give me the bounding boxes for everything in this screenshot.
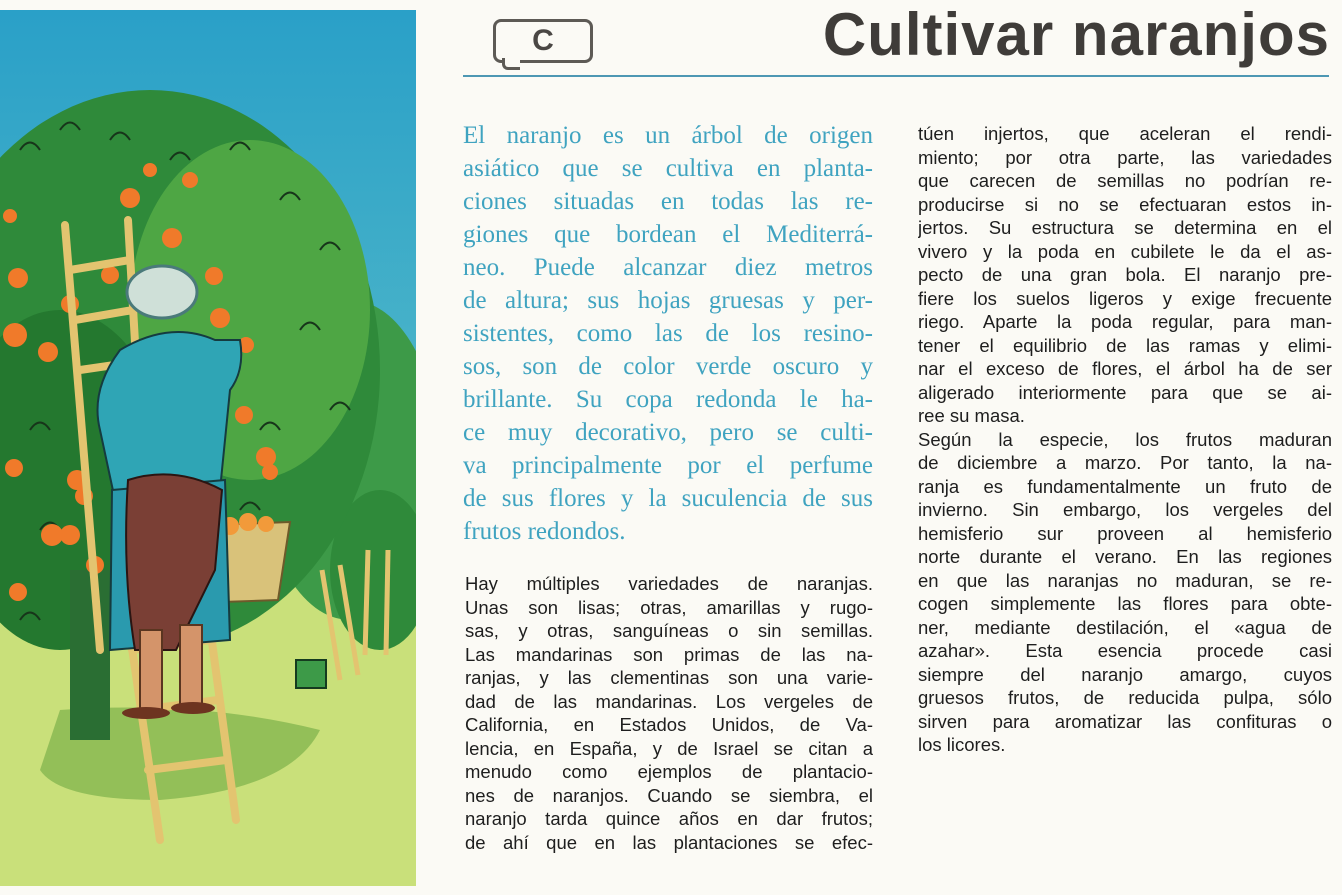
section-tab (493, 19, 593, 63)
text-line: cogen simplemente las flores para obte- (918, 593, 1332, 614)
text-line: ciones situadas en todas las re- (463, 188, 873, 215)
text-line: vivero y la poda en cubilete le da el as- (918, 240, 1332, 262)
text-line: brillante. Su copa redonda le ha- (463, 386, 873, 413)
orange-picker-illustration (0, 10, 416, 886)
text-line: hemisferio sur proveen al hemisferio (918, 522, 1332, 544)
text-line: menudo como ejemplos de plantacio- (465, 761, 873, 782)
text-line: invierno. Sin embargo, los vergeles del (918, 499, 1332, 520)
bucket (296, 660, 326, 688)
text-line: ree su masa. (918, 405, 1025, 426)
text-line: Hay múltiples variedades de naranjas. (465, 573, 873, 594)
text-line: de diciembre a marzo. Por tanto, la na- (918, 452, 1332, 473)
header-rule (463, 75, 1329, 77)
text-line: azahar». Esta esencia procede casi (918, 640, 1332, 661)
text-line: asiático que se cultiva en planta- (463, 155, 873, 182)
text-line: El naranjo es un árbol de origen (463, 122, 873, 149)
text-line: siempre del naranjo amargo, cuyos (918, 663, 1332, 685)
text-line: miento; por otra parte, las variedades (918, 146, 1332, 168)
text-line: aligerado interiormente para que se ai- (918, 381, 1332, 403)
text-line: sas, y otras, sanguíneas o sin semillas. (465, 620, 873, 641)
text-line: ner, mediante destilación, el «agua de (918, 616, 1332, 638)
text-line: que carecen de semillas no podrían re- (918, 170, 1332, 191)
text-line: de ahí que en las plantaciones se efec- (465, 831, 873, 853)
page-title: Cultivar naranjos (822, 1, 1330, 68)
picker-foot (122, 707, 170, 719)
text-line: lencia, en España, y de Israel se citan a (465, 737, 873, 759)
text-line: sos, son de color verde oscuro y (463, 353, 873, 380)
text-line: tener el equilibrio de las ramas y elimi- (918, 334, 1332, 356)
text-line: Unas son lisas; otras, amarillas y rugo- (465, 596, 873, 618)
text-line: norte durante el verano. En las regiones (918, 546, 1332, 567)
left-column-text (465, 572, 873, 854)
text-line: ranja es fundamentalmente un fruto de (918, 475, 1332, 497)
text-line: ranjas, y las clementinas son una varie- (465, 667, 873, 688)
text-line: túen injertos, que aceleran el rendi- (918, 123, 1332, 144)
text-line: dad de las mandarinas. Los vergeles de (465, 690, 873, 712)
text-line: en que las naranjas no maduran, se re- (918, 569, 1332, 591)
orange-grove-picture (0, 10, 416, 886)
text-line: pecto de una gran bola. El naranjo pre- (918, 264, 1332, 285)
text-line: frutos redondos. (463, 518, 626, 545)
section-tab-tail (502, 58, 520, 70)
picker-foot (171, 702, 215, 714)
text-line: producirse si no se efectuaran estos in- (918, 193, 1332, 215)
right-column-text (918, 122, 1332, 757)
picker-leg (140, 630, 162, 710)
text-line: naranjo tarda quince años en dar frutos; (465, 808, 873, 829)
text-line: nes de naranjos. Cuando se siembra, el (465, 784, 873, 806)
section-letter: C (532, 24, 554, 57)
text-line: nar el exceso de flores, el árbol ha de ser (918, 358, 1332, 379)
text-line: gruesos frutos, de reducida pulpa, sólo (918, 687, 1332, 708)
text-line: de sus flores y la suculencia de sus (463, 485, 873, 512)
text-line: California, en Estados Unidos, de Va- (465, 714, 873, 735)
text-line: va principalmente por el perfume (463, 452, 873, 479)
text-line: ce muy decorativo, pero se culti- (463, 419, 873, 446)
text-line: giones que bordean el Mediterrá- (463, 221, 873, 248)
intro-paragraph (463, 119, 873, 548)
text-line: riego. Aparte la poda regular, para man- (918, 311, 1332, 332)
picker-leg (180, 625, 202, 710)
text-line: jertos. Su estructura se determina en el (918, 217, 1332, 238)
text-line: sistentes, como las de los resino- (463, 320, 873, 347)
picker-turban (127, 266, 197, 318)
text-line: los licores. (918, 734, 1006, 755)
tree-trunk (70, 570, 110, 740)
text-line: sirven para aromatizar las confituras o (918, 710, 1332, 732)
text-line: Las mandarinas son primas de las na- (465, 643, 873, 665)
text-line: fiere los suelos ligeros y exige frecuente (918, 287, 1332, 309)
text-line: Según la especie, los frutos maduran (918, 428, 1332, 450)
text-line: de altura; sus hojas gruesas y per- (463, 287, 873, 314)
text-line: neo. Puede alcanzar diez metros (463, 254, 873, 281)
